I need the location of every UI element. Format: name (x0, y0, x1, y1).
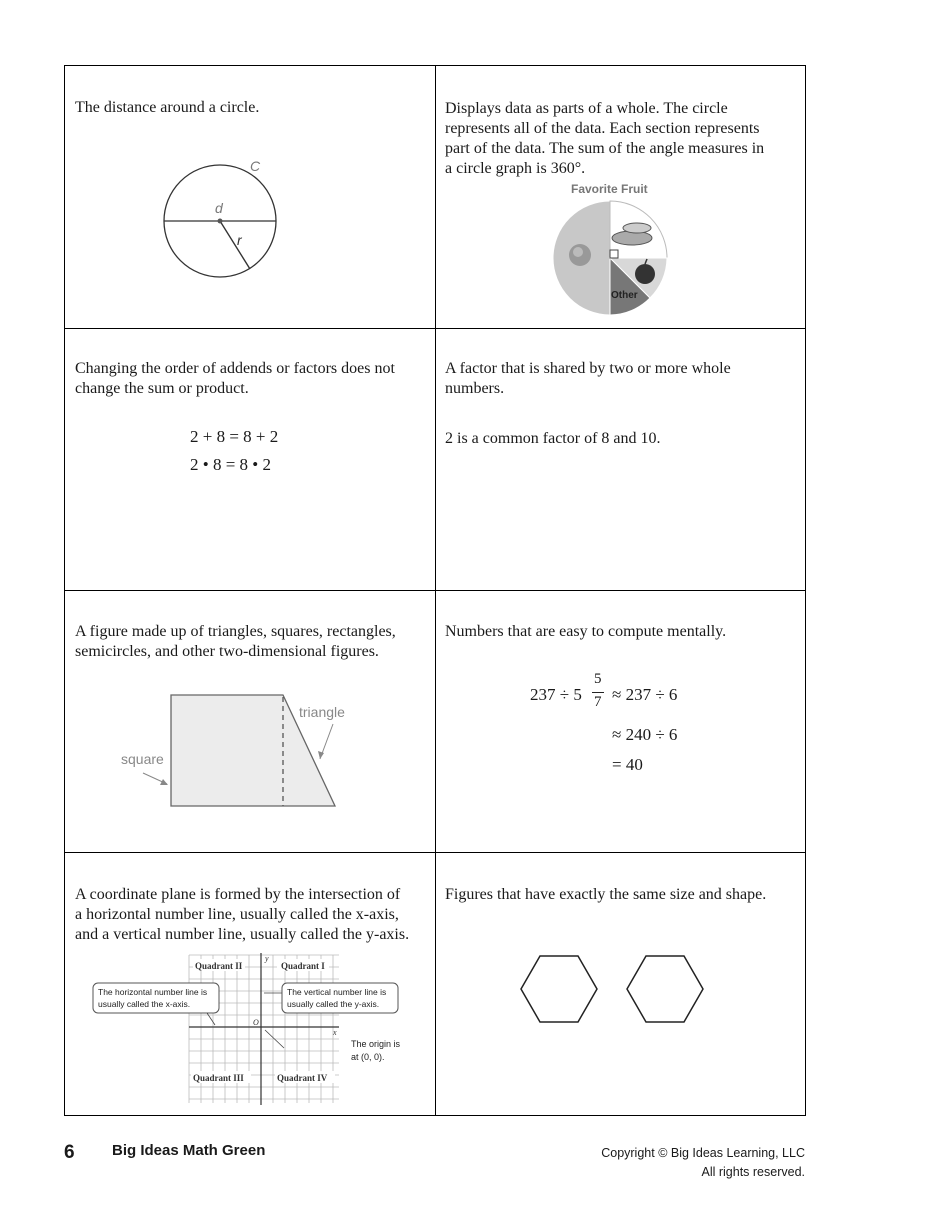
definition-text: Displays data as parts of a whole. The circle represents all of the data. Each section represents part of the data. The sum of the angle measures in a circle graph is 360°. (445, 100, 765, 177)
quadrant-2: Quadrant II (195, 961, 243, 971)
equation-multiplication: 2 • 8 = 8 • 2 (190, 455, 271, 474)
hexagon-2 (627, 956, 703, 1022)
cell-circumference (65, 66, 435, 328)
label-r: r (237, 232, 242, 248)
definition-text: A figure made up of triangles, squares, rectangles, semicircles, and other two-dimensional figures. (75, 623, 396, 660)
circle-diagram (155, 156, 285, 286)
vocabulary-grid (64, 65, 806, 1116)
axis-y-label: y (265, 954, 269, 963)
callout-horizontal-line1: The horizontal number line is (98, 987, 208, 997)
origin-callout-line1: The origin is (351, 1039, 401, 1049)
callout-vertical-line1: The vertical number line is (287, 987, 387, 997)
callout-horizontal-line2: usually called the x-axis. (98, 999, 191, 1009)
congruent-hexagons (516, 953, 716, 1028)
cell-coordinate-plane (65, 853, 435, 1115)
cell-composite-figure (65, 591, 435, 852)
quadrant-4: Quadrant IV (277, 1073, 328, 1083)
definition-text: Figures that have exactly the same size and shape. (445, 886, 767, 903)
expression-right: ≈ 237 ÷ 6 (612, 685, 678, 704)
cell-congruent-figures (436, 853, 806, 1115)
equation-addition: 2 + 8 = 8 + 2 (190, 427, 279, 446)
definition-text: Changing the order of addends or factors does not change the sum or product. (75, 360, 395, 397)
label-triangle: triangle (299, 704, 345, 720)
definition-text: The distance around a circle. (75, 99, 260, 116)
page-number: 6 (64, 1142, 75, 1163)
definition-text: A coordinate plane is formed by the intersection of a horizontal number line, usually called the x-axis, and a vertical number line, usually called the y-axis. (75, 886, 410, 943)
other-label: Other (611, 290, 638, 301)
label-square: square (121, 751, 164, 767)
copyright-notice: Copyright © Big Ideas Learning, LLC All rights reserved. (601, 1146, 805, 1179)
cell-common-factor (436, 329, 806, 590)
quadrant-3: Quadrant III (193, 1073, 244, 1083)
apple-icon (635, 264, 655, 284)
expression-left: 237 ÷ 5 (530, 685, 582, 704)
axis-x-label: x (333, 1028, 337, 1037)
fraction-bar (592, 692, 604, 693)
callout-vertical-line2: usually called the y-axis. (287, 999, 380, 1009)
quadrant-1: Quadrant I (281, 961, 325, 971)
cell-circle-graph (436, 66, 806, 328)
pie-chart (552, 200, 672, 320)
expression-line2: ≈ 240 ÷ 6 (612, 725, 678, 744)
coordinate-plane (89, 953, 419, 1113)
fraction-denominator: 7 (594, 694, 602, 710)
origin-o-label: O (253, 1018, 259, 1027)
fraction-numerator: 5 (594, 671, 602, 687)
hexagon-1 (521, 956, 597, 1022)
definition-text: A factor that is shared by two or more whole numbers. (445, 360, 731, 397)
composite-figure (115, 691, 395, 816)
example-text: 2 is a common factor of 8 and 10. (445, 430, 661, 447)
label-d: d (215, 200, 223, 216)
chart-title: Favorite Fruit (571, 182, 648, 196)
expression-line3: = 40 (612, 755, 643, 774)
cell-compatible-numbers (436, 591, 806, 852)
origin-callout-line2: at (0, 0). (351, 1052, 385, 1062)
definition-text: Numbers that are easy to compute mentally. (445, 623, 727, 640)
label-c: C (250, 158, 261, 174)
cell-commutative (65, 329, 435, 590)
book-title: Big Ideas Math Green (112, 1142, 266, 1159)
